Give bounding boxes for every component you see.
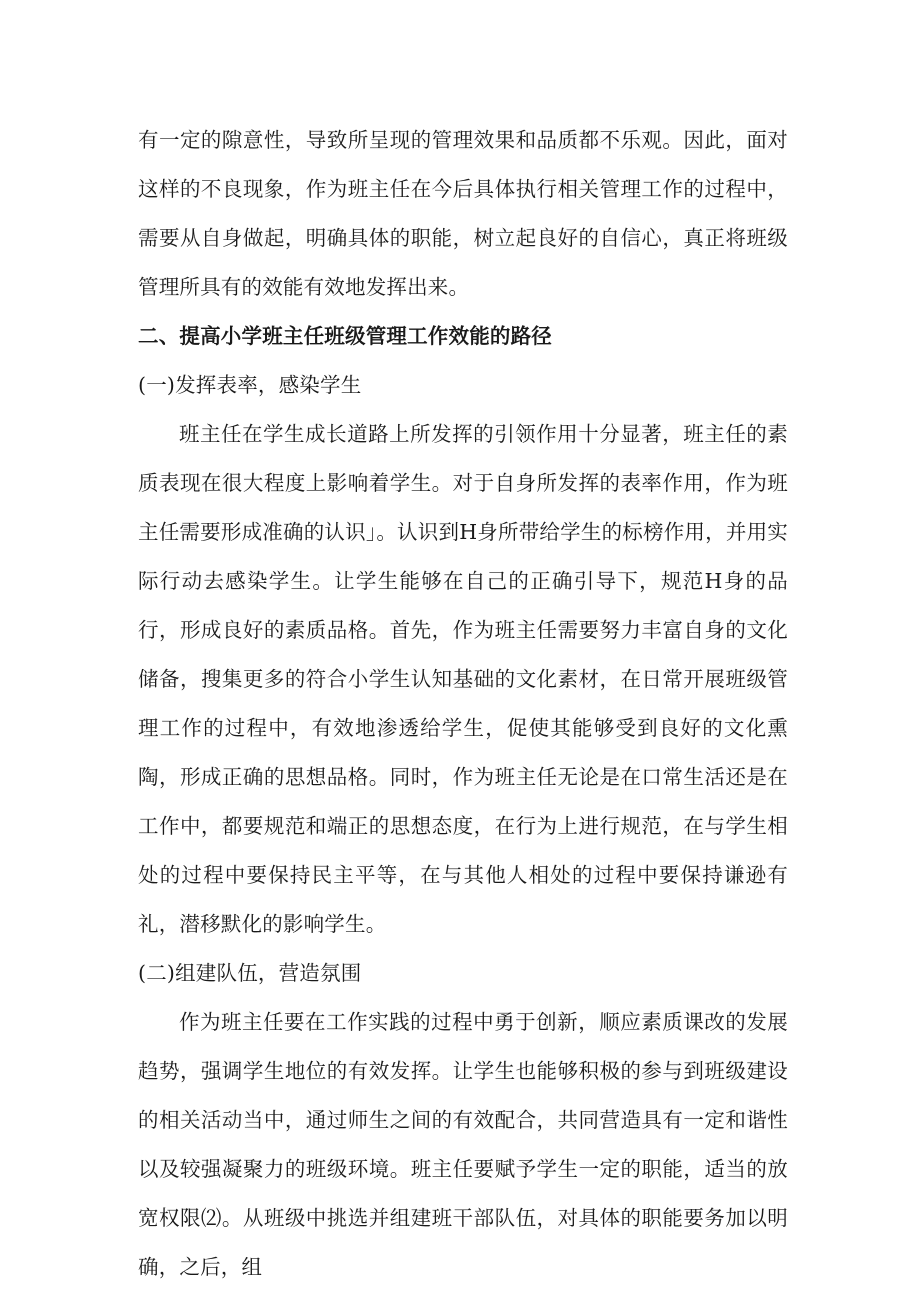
paragraph-role-model: 班主任在学生成长道路上所发挥的引领作用十分显著，班主任的素质表现在很大程度上影响着学生。对于自身所发挥的表率作用，作为班主任需要形成准确的认识」。认识到H身所带给学生的标榜作用，并用实际行动去感染学生。让学生能够在自己的正确引导下，规范H身的品行，形成良好的素质品格。首先，作为班主任需要努力丰富自身的文化储备，搜集更多的符合小学生认知基础的文化素材，在日常开展班级管理工作的过程中，有效地渗透给学生，促使其能够受到良好的文化熏陶，形成正确的思想品格。同时，作为班主任无论是在口常生活还是在工作中，都要规范和端正的思想态度，在行为上进行规范，在与学生相处的过程中要保持民主平等，在与其他人相处的过程中要保持谦逊有礼，潜移默化的影响学生。 bbox=[138, 422, 788, 936]
section-heading: 二、提高小学班主任班级管理工作效能的路径 bbox=[138, 324, 552, 348]
subsection-heading-2: (二)组建队伍，营造氛围 bbox=[138, 961, 362, 985]
paragraph-intro: 有一定的隙意性，导致所呈现的管理效果和品质都不乐观。因此，面对这样的不良现象，作为班主任在今后具体执行相关管理工作的过程中，需要从自身做起，明确具体的职能，树立起良好的自信心，真正将班级管理所具有的效能有效地发挥出来。 bbox=[138, 128, 788, 299]
document-page bbox=[138, 116, 788, 1292]
paragraph-team-building: 作为班主任要在工作实践的过程中勇于创新，顺应素质课改的发展趋势，强调学生地位的有效发挥。让学生也能够积极的参与到班级建设的相关活动当中，通过师生之间的有效配合，共同营造具有一定和谐性以及较强凝聚力的班级环境。班主任要赋予学生一定的职能，适当的放宽权限⑵。从班级中挑选并组建班干部队伍，对具体的职能要务加以明确，之后，组 bbox=[138, 1010, 788, 1279]
subsection-heading-1: (一)发挥表率，感染学生 bbox=[138, 373, 362, 397]
